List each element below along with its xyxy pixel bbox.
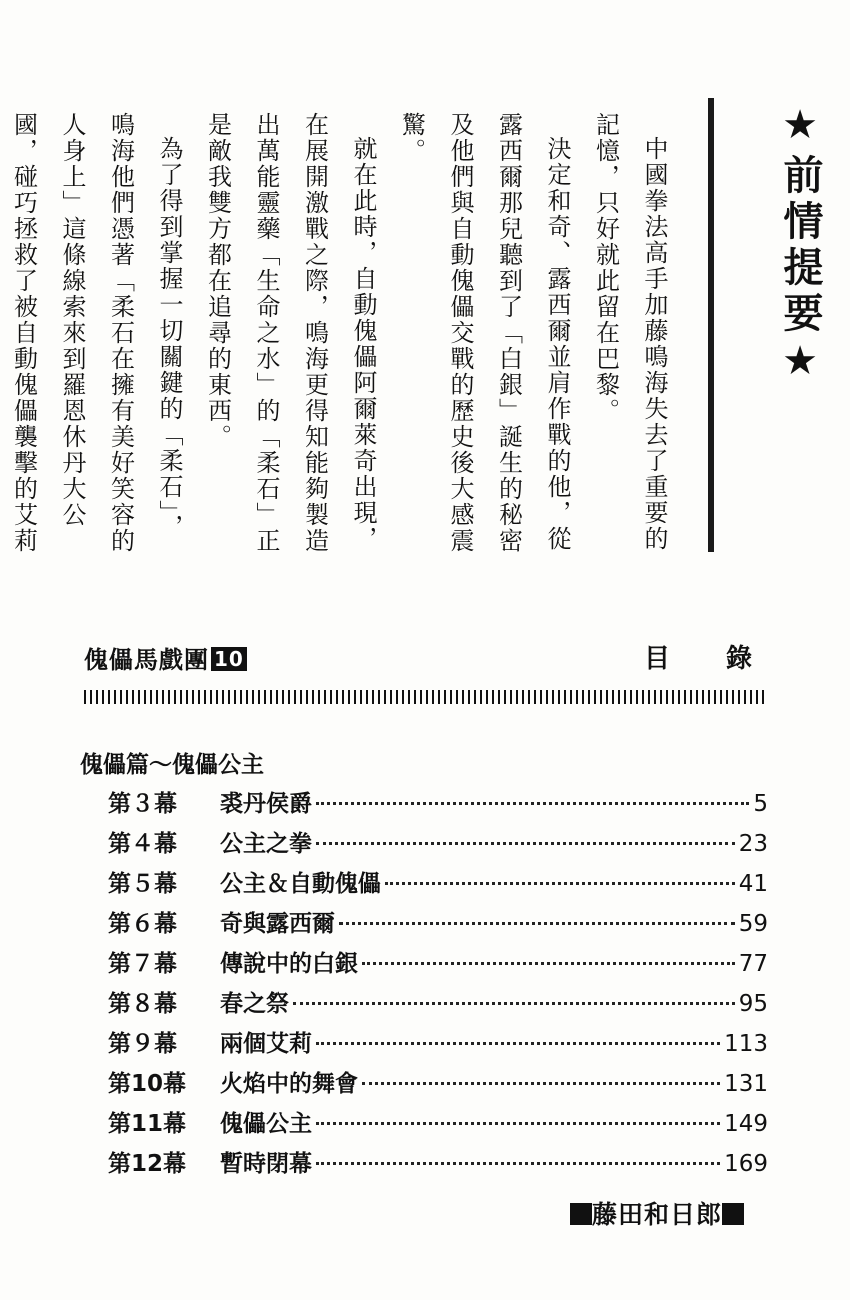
series-title <box>84 640 247 675</box>
series-name: 傀儡馬戲團 <box>84 646 209 674</box>
chapter-number: 第８幕 <box>108 991 177 1017</box>
chapter-number: 第３幕 <box>108 791 177 817</box>
toc-heading: 目錄 <box>644 644 809 674</box>
synopsis-paragraph: 決定和奇、露西爾並肩作戰的他，從露西爾那兒聽到了「白銀」誕生的秘密及他們與自動傀儡交戰的歷史後大感震驚。 <box>397 112 571 554</box>
chapter-number: 第５幕 <box>108 871 177 897</box>
synopsis-divider <box>708 98 714 552</box>
header-divider <box>84 690 764 704</box>
chapter-title: 暫時閉幕 <box>220 1151 312 1177</box>
chapter-list <box>108 785 768 1185</box>
chapter-title: 公主＆自動傀儡 <box>220 871 381 897</box>
section-title: 傀儡篇～傀儡公主 <box>80 752 264 778</box>
synopsis-paragraph: 就在此時，自動傀儡阿爾萊奇出現，在展開激戰之際，鳴海更得知能夠製造出萬能靈藥「生命之水」的「柔石」正是敵我雙方都在追尋的東西。 <box>203 112 377 554</box>
chapter-number: 第10幕 <box>108 1071 187 1097</box>
synopsis-heading: ★前情提要★ <box>777 102 823 390</box>
chapter-number: 第11幕 <box>108 1111 187 1137</box>
chapter-row[interactable] <box>108 905 768 945</box>
synopsis-paragraph: 為了得到掌握一切關鍵的「柔石」，鳴海他們憑著「柔石在擁有美好笑容的人身上」這條線索來到羅恩休丹大公國，碰巧拯救了被自動傀儡襲擊的艾莉 <box>9 112 183 554</box>
chapter-number: 第９幕 <box>108 1031 177 1057</box>
dot-leader <box>385 882 735 885</box>
chapter-page: 59 <box>738 911 768 937</box>
chapter-page: 95 <box>738 991 768 1017</box>
dot-leader <box>316 1122 720 1125</box>
chapter-row[interactable] <box>108 825 768 865</box>
square-block-icon <box>722 1203 744 1225</box>
chapter-row[interactable] <box>108 865 768 905</box>
chapter-title: 傳說中的白銀 <box>220 951 358 977</box>
dot-leader <box>316 802 749 805</box>
synopsis-text <box>9 112 678 562</box>
chapter-page: 131 <box>724 1071 768 1097</box>
chapter-row[interactable] <box>108 1145 768 1185</box>
chapter-title: 奇與露西爾 <box>220 911 335 937</box>
chapter-row[interactable] <box>108 985 768 1025</box>
chapter-page: 77 <box>738 951 768 977</box>
chapter-number: 第４幕 <box>108 831 177 857</box>
chapter-row[interactable] <box>108 1025 768 1065</box>
chapter-page: 5 <box>753 791 768 817</box>
chapter-row[interactable] <box>108 1105 768 1145</box>
dot-leader <box>293 1002 735 1005</box>
square-block-icon <box>570 1203 592 1225</box>
chapter-page: 41 <box>738 871 768 897</box>
dot-leader <box>316 1042 720 1045</box>
chapter-title: 傀儡公主 <box>220 1111 312 1137</box>
chapter-page: 149 <box>724 1111 768 1137</box>
author-name: 藤田和日郎 <box>592 1200 723 1229</box>
chapter-row[interactable] <box>108 785 768 825</box>
dot-leader <box>339 922 735 925</box>
chapter-row[interactable] <box>108 1065 768 1105</box>
synopsis-paragraph: 中國拳法高手加藤鳴海失去了重要的記憶，只好就此留在巴黎。 <box>591 112 668 552</box>
dot-leader <box>362 962 735 965</box>
chapter-row[interactable] <box>108 945 768 985</box>
chapter-page: 23 <box>738 831 768 857</box>
volume-badge: 10 <box>211 647 247 671</box>
chapter-title: 公主之拳 <box>220 831 312 857</box>
synopsis-section <box>9 92 848 562</box>
dot-leader <box>316 842 735 845</box>
chapter-title: 火焰中的舞會 <box>220 1071 358 1097</box>
chapter-number: 第12幕 <box>108 1151 187 1177</box>
dot-leader <box>362 1082 720 1085</box>
dot-leader <box>316 1162 720 1165</box>
chapter-page: 113 <box>724 1031 768 1057</box>
chapter-title: 兩個艾莉 <box>220 1031 312 1057</box>
author-credit <box>570 1195 744 1231</box>
chapter-number: 第７幕 <box>108 951 177 977</box>
chapter-number: 第６幕 <box>108 911 177 937</box>
chapter-title: 裘丹侯爵 <box>220 791 312 817</box>
chapter-title: 春之祭 <box>220 991 289 1017</box>
chapter-page: 169 <box>724 1151 768 1177</box>
